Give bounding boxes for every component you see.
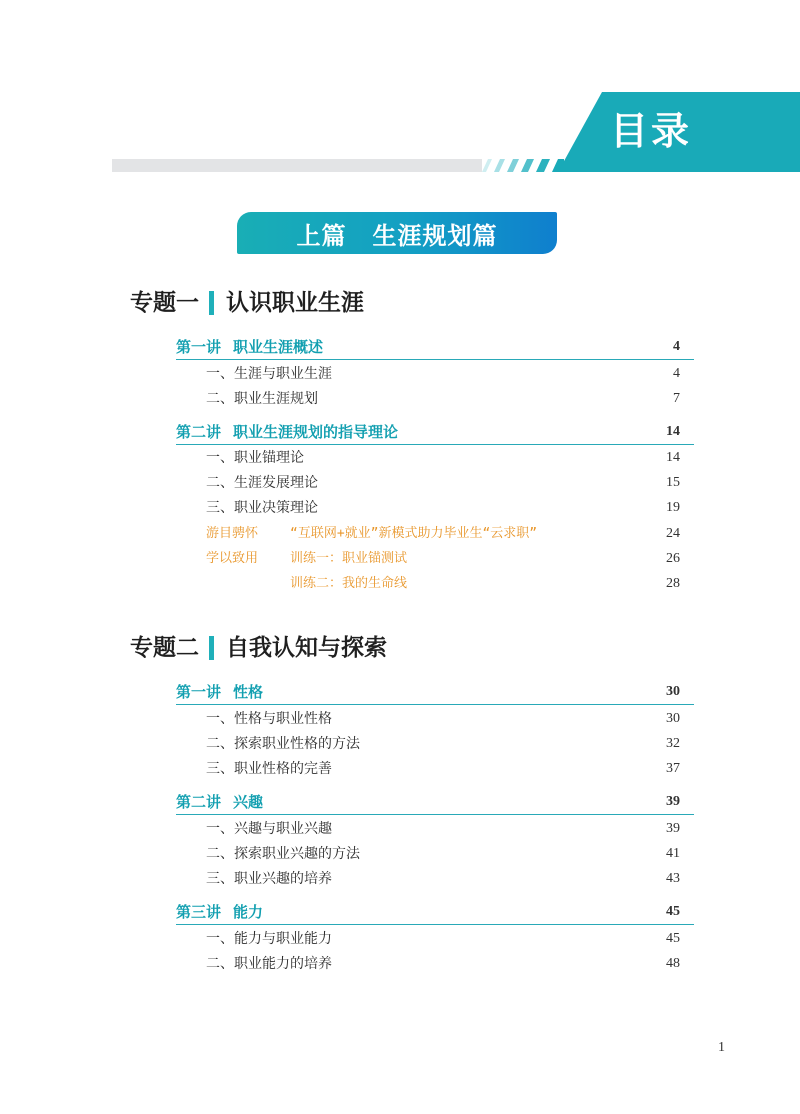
- extra-title: “互联网+就业”新模式助力毕业生“云求职”: [290, 526, 538, 541]
- page-ref: 39: [666, 794, 680, 809]
- extra-title: 训练二：我的生命线: [290, 576, 408, 591]
- topic-heading: [130, 634, 387, 662]
- toc-lecture[interactable]: [176, 421, 680, 443]
- section-title: 一、职业锚理论: [206, 450, 304, 466]
- section-title: 二、探索职业兴趣的方法: [206, 846, 360, 862]
- extra-tag: 学以致用: [206, 551, 259, 566]
- toc-extra[interactable]: [206, 548, 680, 570]
- lecture-title: 能力: [233, 903, 264, 921]
- page-ref: 41: [666, 846, 680, 861]
- page-number: 1: [718, 1040, 725, 1055]
- lecture-title: 性格: [233, 683, 264, 701]
- topic-prefix: 专题一: [130, 289, 199, 316]
- extra-tag: 游目骋怀: [206, 526, 259, 541]
- toc-section[interactable]: [176, 472, 680, 494]
- page-ref: 30: [666, 684, 680, 699]
- page-ref: 24: [666, 526, 680, 541]
- toc-section[interactable]: [176, 953, 680, 975]
- toc-section[interactable]: [176, 818, 680, 840]
- toc-lecture[interactable]: [176, 336, 680, 358]
- page-ref: 19: [666, 500, 680, 515]
- page-ref: 45: [666, 931, 680, 946]
- lecture-underline: [176, 444, 694, 445]
- lecture-underline: [176, 814, 694, 815]
- toc-section[interactable]: [176, 447, 680, 469]
- toc-section[interactable]: [176, 758, 680, 780]
- section-title: 一、生涯与职业生涯: [206, 366, 332, 382]
- topic-divider: [209, 636, 214, 660]
- lecture-label: 第三讲: [176, 903, 222, 921]
- lecture-underline: [176, 924, 694, 925]
- extra-title: 训练一：职业锚测试: [290, 551, 408, 566]
- section-title: 一、兴趣与职业兴趣: [206, 821, 332, 837]
- section-title: 二、职业生涯规划: [206, 391, 318, 407]
- header-stripes: [474, 159, 564, 172]
- toc-lecture[interactable]: [176, 791, 680, 813]
- page-ref: 28: [666, 576, 680, 591]
- page-ref: 7: [673, 391, 680, 406]
- toc-section[interactable]: [176, 363, 680, 385]
- section-title: 三、职业性格的完善: [206, 761, 332, 777]
- lecture-label: 第一讲: [176, 338, 222, 356]
- section-title: 二、探索职业性格的方法: [206, 736, 360, 752]
- topic-divider: [209, 291, 214, 315]
- toc-lecture[interactable]: [176, 901, 680, 923]
- topic-heading: [130, 289, 364, 317]
- section-title: 三、职业兴趣的培养: [206, 871, 332, 887]
- toc-lecture[interactable]: [176, 681, 680, 703]
- page-ref: 43: [666, 871, 680, 886]
- toc-section[interactable]: [176, 388, 680, 410]
- page-ref: 26: [666, 551, 680, 566]
- header-bar: [112, 159, 482, 172]
- section-title: 一、性格与职业性格: [206, 711, 332, 727]
- lecture-title: 兴趣: [233, 793, 264, 811]
- page-ref: 45: [666, 904, 680, 919]
- lecture-underline: [176, 359, 694, 360]
- page-ref: 14: [666, 450, 680, 465]
- toc-section[interactable]: [176, 928, 680, 950]
- toc-section[interactable]: [176, 497, 680, 519]
- toc-extra[interactable]: [206, 523, 680, 545]
- page-title: 目录: [610, 109, 693, 153]
- page-ref: 4: [673, 366, 680, 381]
- section-title: 三、职业决策理论: [206, 500, 318, 516]
- lecture-underline: [176, 704, 694, 705]
- lecture-label: 第二讲: [176, 423, 222, 441]
- toc-section[interactable]: [176, 868, 680, 890]
- page-ref: 39: [666, 821, 680, 836]
- page-ref: 14: [666, 424, 680, 439]
- toc-section[interactable]: [176, 708, 680, 730]
- page-ref: 4: [673, 339, 680, 354]
- topic-prefix: 专题二: [130, 634, 199, 661]
- page-ref: 48: [666, 956, 680, 971]
- toc-extra[interactable]: [206, 573, 680, 595]
- topic-title: 自我认知与探索: [226, 634, 387, 661]
- section-title: 二、职业能力的培养: [206, 956, 332, 972]
- lecture-title: 职业生涯规划的指导理论: [233, 423, 399, 441]
- page-ref: 37: [666, 761, 680, 776]
- lecture-label: 第二讲: [176, 793, 222, 811]
- page-ref: 32: [666, 736, 680, 751]
- toc-section[interactable]: [176, 843, 680, 865]
- part-prefix: 上篇: [296, 221, 347, 250]
- part-banner: [237, 212, 557, 254]
- topic-title: 认识职业生涯: [226, 289, 364, 316]
- toc-section[interactable]: [176, 733, 680, 755]
- page-ref: 30: [666, 711, 680, 726]
- part-title: 生涯规划篇: [372, 221, 498, 250]
- lecture-title: 职业生涯概述: [233, 338, 324, 356]
- section-title: 一、能力与职业能力: [206, 931, 332, 947]
- section-title: 二、生涯发展理论: [206, 475, 318, 491]
- lecture-label: 第一讲: [176, 683, 222, 701]
- page-ref: 15: [666, 475, 680, 490]
